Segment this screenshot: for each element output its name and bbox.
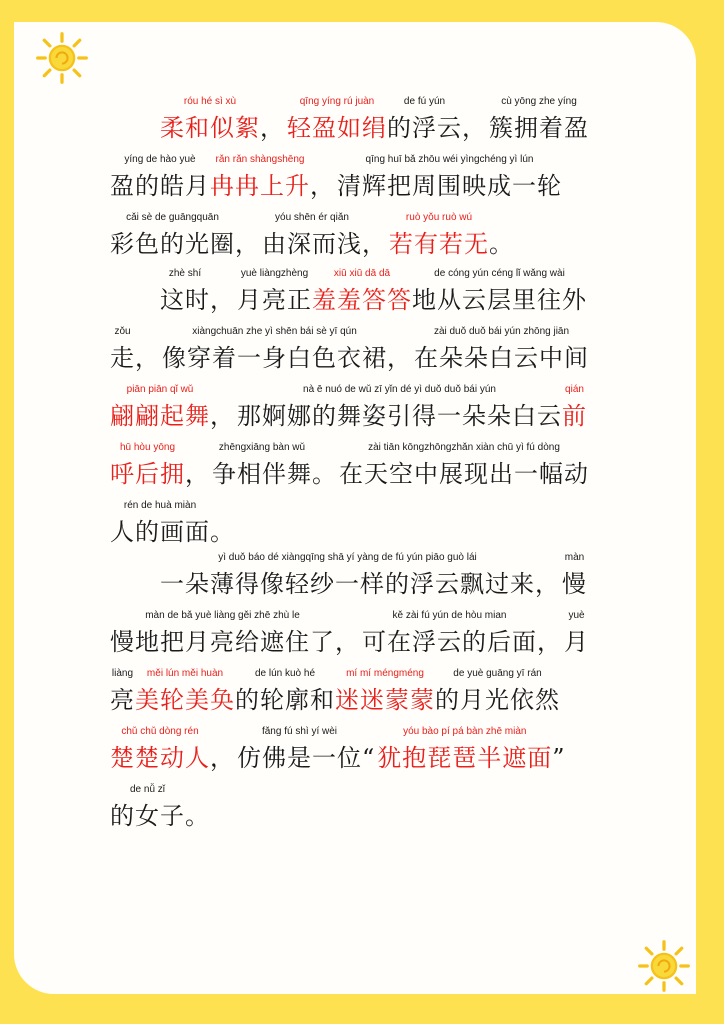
highlighted-phrase [287,94,387,146]
highlighted-phrase [312,266,412,318]
text-line [110,782,620,842]
hanzi: ， [210,286,235,314]
phrase [110,324,135,376]
pinyin: róu hé sì xù [183,96,237,107]
hanzi: 翩翩起舞 [110,402,210,430]
phrase [489,94,589,146]
punctuation [185,782,212,834]
hanzi: 走 [110,344,135,372]
pinyin: rǎn rǎn shàngshēng [215,154,305,165]
punctuation [552,724,567,776]
pinyin: rén de huà miàn [123,500,197,511]
phrase [362,608,537,660]
text-line [110,608,620,666]
punctuation [312,440,339,492]
punctuation [462,94,489,146]
pinyin: cù yōng zhe yíng [501,96,577,107]
pinyin: hū hòu yōng [119,442,176,453]
hanzi: ， [235,230,260,258]
pinyin [135,324,162,340]
hanzi: 。 [312,460,337,488]
pinyin [312,440,339,456]
pinyin [489,210,516,226]
hanzi: 的月光依然 [435,686,560,714]
pinyin: màn [564,552,585,563]
text-line [110,152,620,210]
hanzi: ， [362,230,387,258]
pinyin [335,608,362,624]
phrase [235,666,335,718]
pinyin [260,94,287,110]
phrase [412,266,587,318]
phrase [110,782,185,834]
highlighted-phrase [135,666,235,718]
phrase [110,666,135,718]
pinyin: de fú yún [403,96,446,107]
hanzi: ， [462,114,487,142]
sun-icon [34,30,90,86]
phrase [110,498,210,550]
pinyin: zài duǒ duǒ bái yún zhōng jiān [433,326,570,337]
hanzi: 簇拥着盈 [489,114,589,142]
pinyin [537,608,564,624]
pinyin: yóu bào pí pá bàn zhē miàn [403,726,527,737]
punctuation [310,152,337,204]
pinyin: yì duǒ báo dé xiàngqīng shā yí yàng de fú yún piāo guò lái [218,552,477,563]
pinyin: ruò yǒu ruò wú [405,212,473,223]
pinyin: chǔ chǔ dòng rén [121,726,199,737]
pinyin [210,498,237,514]
highlighted-phrase [110,440,185,492]
hanzi: 月 [564,628,589,656]
phrase [387,94,462,146]
hanzi: ， [210,744,235,772]
hanzi: ， [335,628,360,656]
hanzi: 人的画面 [110,518,210,546]
hanzi: ” [552,744,566,772]
hanzi: 轻盈如绢 [287,114,387,142]
sun-icon [636,938,692,994]
pinyin: liàng [111,668,134,679]
hanzi: 羞羞答答 [312,286,412,314]
hanzi: ， [310,172,335,200]
hanzi: 一朵薄得像轻纱一样的浮云飘过来 [160,570,535,598]
phrase [262,210,362,262]
hanzi: 那婀娜的舞姿引得一朵朵白云 [237,402,562,430]
punctuation [362,210,389,262]
pinyin: zài tiān kōngzhōngzhǎn xiàn chū yì fú dòng [368,442,560,453]
punctuation [537,608,564,660]
pinyin [185,440,212,456]
punctuation [210,498,237,550]
highlighted-phrase [377,724,552,776]
pinyin [362,724,377,740]
hanzi: 亮 [110,686,135,714]
text-line [110,382,620,440]
hanzi: 在朵朵白云中间 [414,344,589,372]
pinyin: nà ē nuó de wǔ zī yǐn dé yì duǒ duǒ bái yún [303,384,496,395]
phrase [160,550,535,602]
highlighted-phrase [110,382,210,434]
punctuation [362,724,377,776]
pinyin: de cóng yún céng lǐ wǎng wài [434,268,565,279]
hanzi: 慢 [562,570,587,598]
phrase [110,608,335,660]
hanzi: ， [387,344,412,372]
pinyin: mí mí méngméng [346,668,424,679]
pinyin: měi lún měi huàn [146,668,224,679]
pinyin: yóu shēn ér qiǎn [275,212,349,223]
hanzi: 由深而浅 [262,230,362,258]
hanzi: 像穿着一身白色衣裙 [162,344,387,372]
pinyin: qián [565,384,584,395]
punctuation [210,266,237,318]
punctuation [210,382,237,434]
hanzi: 清辉把周围映成一轮 [337,172,562,200]
pinyin [535,550,562,566]
pinyin: zǒu [114,326,131,337]
phrase [237,724,362,776]
punctuation [185,440,212,492]
phrase [212,440,312,492]
pinyin: yuè [568,610,585,621]
text-line [110,666,620,724]
highlighted-phrase [210,152,310,204]
hanzi: ， [537,628,562,656]
punctuation [489,210,516,262]
hanzi: 冉冉上升 [210,172,310,200]
phrase [562,550,587,602]
hanzi: 若有若无 [389,230,489,258]
highlighted-phrase [562,382,587,434]
phrase [110,210,235,262]
hanzi: 美轮美奂 [135,686,235,714]
hanzi: 的轮廓和 [235,686,335,714]
pinyin [210,724,237,740]
punctuation [135,324,162,376]
text-line [110,550,620,608]
phrase [564,608,589,660]
hanzi: 柔和似絮 [160,114,260,142]
phrase [414,324,589,376]
text-line [110,724,620,782]
hanzi: 呼后拥 [110,460,185,488]
pinyin [387,324,414,340]
text-line [110,210,620,270]
pinyin: zhēngxiāng bàn wǔ [218,442,306,453]
pinyin: xiàngchuān zhe yì shēn bái sè yī qún [192,326,357,337]
hanzi: 慢地把月亮给遮住了 [110,628,335,656]
highlighted-phrase [110,724,210,776]
phrase [237,382,562,434]
pinyin: qīng yíng rú juàn [299,96,375,107]
highlighted-phrase [335,666,435,718]
pinyin: piān piān qǐ wǔ [126,384,194,395]
phrase [162,324,387,376]
pinyin [185,782,212,798]
phrase [237,266,312,318]
highlighted-phrase [389,210,489,262]
punctuation [335,608,362,660]
pinyin: de lún kuò hé [254,668,316,679]
hanzi: ， [185,460,210,488]
pinyin: de nǚ zǐ [129,784,166,795]
pinyin: qīng huī bǎ zhōu wéi yìngchéng yì lún [365,154,534,165]
hanzi: 。 [210,518,235,546]
hanzi: 的女子 [110,802,185,830]
phrase [339,440,589,492]
hanzi: 仿佛是一位 [237,744,362,772]
text-line [110,440,620,498]
hanzi: ， [135,344,160,372]
pinyin [552,724,567,740]
pinyin [362,210,389,226]
text-line [110,324,620,382]
hanzi: 。 [489,230,514,258]
pinyin: fǎng fú shì yí wèi [261,726,338,737]
punctuation [535,550,562,602]
phrase [337,152,562,204]
pinyin: màn de bǎ yuè liàng gěi zhē zhù le [145,610,300,621]
pinyin: de yuè guāng yī rán [453,668,542,679]
hanzi: 在天空中展现出一幅动 [339,460,589,488]
punctuation [235,210,262,262]
hanzi: 争相伴舞 [212,460,312,488]
punctuation [210,724,237,776]
hanzi: 可在浮云的后面 [362,628,537,656]
hanzi: 盈的皓月 [110,172,210,200]
hanzi: 迷迷蒙蒙 [335,686,435,714]
pinyin [310,152,337,168]
punctuation [387,324,414,376]
pinyin: kě zài fú yún de hòu mian [392,610,507,621]
pinyin: xiū xiū dā dā [333,268,391,279]
hanzi: 彩色的光圈 [110,230,235,258]
paragraph-2 [110,266,620,558]
text-line [110,498,620,558]
paragraph-1 [110,94,620,270]
hanzi: 楚楚动人 [110,744,210,772]
pinyin: zhè shí [168,268,202,279]
pinyin [235,210,262,226]
hanzi: 这时 [160,286,210,314]
text-line [110,266,620,324]
hanzi: 地从云层里往外 [412,286,587,314]
hanzi: 。 [185,802,210,830]
hanzi: ， [535,570,560,598]
hanzi: 的浮云 [387,114,462,142]
punctuation [260,94,287,146]
pinyin: yíng de hào yuè [124,154,196,165]
phrase [160,266,210,318]
hanzi: 犹抱琵琶半遮面 [377,744,553,772]
highlighted-phrase [160,94,260,146]
hanzi: 前 [562,402,587,430]
pinyin [462,94,489,110]
hanzi: “ [362,744,376,772]
hanzi: 月亮正 [237,286,312,314]
hanzi: ， [210,402,235,430]
phrase [435,666,560,718]
pinyin: cǎi sè de guāngquān [126,212,219,223]
phrase [110,152,210,204]
hanzi: ， [260,114,285,142]
text-line [110,94,620,152]
pinyin [210,266,237,282]
paragraph-3 [110,550,620,842]
pinyin: yuè liàngzhèng [240,268,309,279]
pinyin [210,382,237,398]
